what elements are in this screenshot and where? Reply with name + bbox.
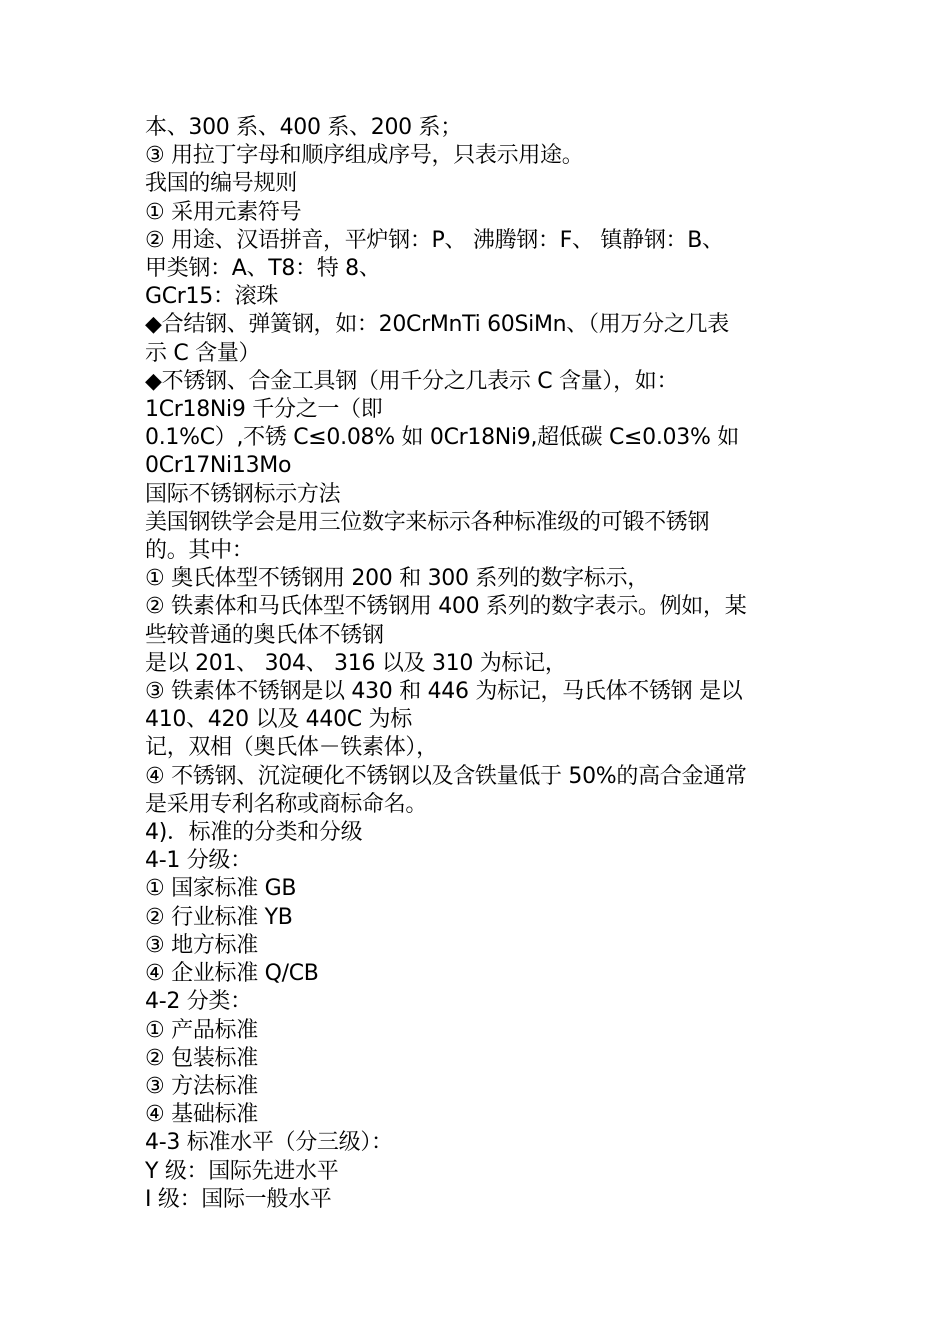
text-line: 示 C 含量） [145, 340, 261, 366]
list-item: ② 行业标准 YB [145, 904, 293, 930]
list-item: Y 级：国际先进水平 [145, 1158, 339, 1184]
text-line: 些较普通的奥氏体不锈钢 [145, 622, 384, 648]
text-line: ① 奥氏体型不锈钢用 200 和 300 系列的数字标示， [145, 566, 649, 592]
text-line: 是以 201、 304、 316 以及 310 为标记， [145, 650, 567, 676]
text-line: ③ 用拉丁字母和顺序组成序号，只表示用途。 [145, 143, 584, 169]
text-line: ◆不锈钢、合金工具钢（用千分之几表示 C 含量），如： [145, 368, 679, 394]
list-item: ① 产品标准 [145, 1017, 258, 1043]
text-line: 是采用专利名称或商标命名。 [145, 791, 428, 817]
text-line: 记，双相（奥氏体－铁素体）， [145, 735, 438, 761]
text-line: ④ 不锈钢、沉淀硬化不锈钢以及含铁量低于 50%的高合金通常 [145, 763, 747, 789]
text-line: ③ 铁素体不锈钢是以 430 和 446 为标记，马氏体不锈钢 是以 [145, 679, 743, 705]
section-heading: 国际不锈钢标示方法 [145, 481, 341, 507]
document-body [145, 114, 815, 1214]
subsection-heading: 4-3 标准水平（分三级）： [145, 1130, 393, 1156]
text-line: 410、420 以及 440C 为标 [145, 707, 412, 733]
list-item: ② 包装标准 [145, 1045, 258, 1071]
text-line: ① 采用元素符号 [145, 199, 302, 225]
list-item: ③ 地方标准 [145, 932, 258, 958]
list-item: ④ 企业标准 Q/CB [145, 961, 319, 987]
text-line: GCr15：滚珠 [145, 284, 279, 310]
list-item: I 级：国际一般水平 [145, 1186, 332, 1212]
subsection-heading: 4-2 分类： [145, 989, 252, 1015]
text-line: ◆合结钢、弹簧钢，如：20CrMnTi 60SiMn、（用万分之几表 [145, 312, 729, 338]
list-item: ④ 基础标准 [145, 1102, 258, 1128]
subsection-heading: 4-1 分级： [145, 848, 252, 874]
list-item: ① 国家标准 GB [145, 876, 297, 902]
text-line: 美国钢铁学会是用三位数字来标示各种标准级的可锻不锈钢 [145, 509, 710, 535]
text-line: ② 铁素体和马氏体型不锈钢用 400 系列的数字表示。例如，某 [145, 594, 747, 620]
section-heading: 我国的编号规则 [145, 171, 297, 197]
text-line: 甲类钢：A、T8：特 8、 [145, 256, 381, 282]
text-line: 0.1%C）,不锈 C≤0.08% 如 0Cr18Ni9,超低碳 C≤0.03% 如 [145, 425, 739, 451]
text-line: ② 用途、汉语拼音，平炉钢：P、 沸腾钢：F、 镇静钢：B、 [145, 227, 724, 253]
text-line: 本、300 系、400 系、200 系； [145, 115, 462, 140]
text-line: 的。其中： [145, 538, 254, 564]
list-item: ③ 方法标准 [145, 1073, 258, 1099]
text-line: 0Cr17Ni13Mo [145, 453, 292, 479]
text-line: 1Cr18Ni9 千分之一（即 [145, 397, 383, 423]
section-heading: 4)．标准的分类和分级 [145, 820, 363, 846]
